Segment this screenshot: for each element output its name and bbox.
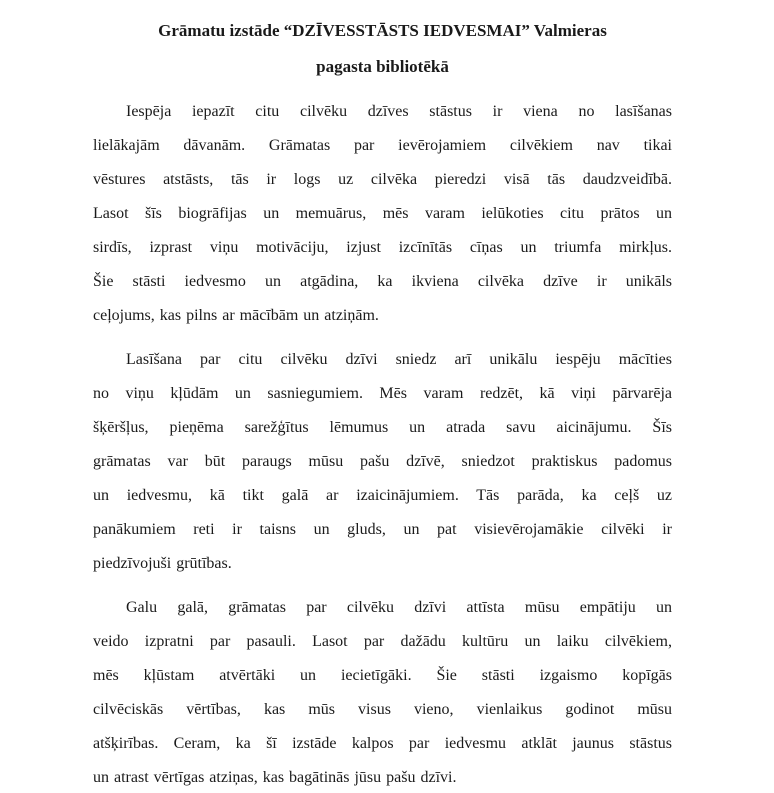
text-line: piedzīvojuši grūtības. (93, 555, 232, 572)
paragraph-1 (93, 95, 672, 333)
paragraph-3 (93, 591, 672, 793)
text-line: vēstures atstāsts, tās ir logs uz cilvēka pieredzi visā tās daudzveidībā. (93, 171, 672, 188)
text-line: grāmatas var būt paraugs mūsu pašu dzīvē, sniedzot praktiskus padomus (93, 453, 672, 470)
paragraph-2 (93, 343, 672, 581)
document-body (93, 95, 672, 793)
text-line: Galu galā, grāmatas par cilvēku dzīvi attīsta mūsu empātiju un (126, 599, 672, 616)
text-line: cilvēciskās vērtības, kas mūs visus vieno, vienlaikus godinot mūsu (93, 701, 672, 718)
text-line: mēs kļūstam atvērtāki un iecietīgāki. Šie stāsti izgaismo kopīgās (93, 667, 672, 684)
document-title (93, 13, 672, 85)
text-line: šķēršļus, pieņēma sarežģītus lēmumus un atrada savu aicinājumu. Šīs (93, 419, 672, 436)
title-line-1: Grāmatu izstāde “DZĪVESSTĀSTS IEDVESMAI” Valmieras (158, 21, 607, 40)
text-line: Lasīšana par citu cilvēku dzīvi sniedz arī unikālu iespēju mācīties (126, 351, 672, 368)
text-line: atšķirības. Ceram, ka šī izstāde kalpos par iedvesmu atklāt jaunus stāstus (93, 735, 672, 752)
title-line-2: pagasta bibliotēkā (316, 57, 449, 76)
text-line: sirdīs, izprast viņu motivāciju, izjust izcīnītās cīņas un triumfa mirkļus. (93, 239, 672, 256)
text-line: ceļojums, kas pilns ar mācībām un atziņām. (93, 307, 379, 324)
text-line: un iedvesmu, kā tikt galā ar izaicinājumiem. Tās parāda, ka ceļš uz (93, 487, 672, 504)
text-line: lielākajām dāvanām. Grāmatas par ievērojamiem cilvēkiem nav tikai (93, 137, 672, 154)
text-line: veido izpratni par pasauli. Lasot par dažādu kultūru un laiku cilvēkiem, (93, 633, 672, 650)
text-line: Šie stāsti iedvesmo un atgādina, ka ikviena cilvēka dzīve ir unikāls (93, 273, 672, 290)
text-line: Iespēja iepazīt citu cilvēku dzīves stāstus ir viena no lasīšanas (126, 103, 672, 120)
text-line: Lasot šīs biogrāfijas un memuārus, mēs varam ielūkoties citu prātos un (93, 205, 672, 222)
text-line: no viņu kļūdām un sasniegumiem. Mēs varam redzēt, kā viņi pārvarēja (93, 385, 672, 402)
text-line: panākumiem reti ir taisns un gluds, un pat visievērojamākie cilvēki ir (93, 521, 672, 538)
text-line: un atrast vērtīgas atziņas, kas bagātinās jūsu pašu dzīvi. (93, 769, 457, 786)
